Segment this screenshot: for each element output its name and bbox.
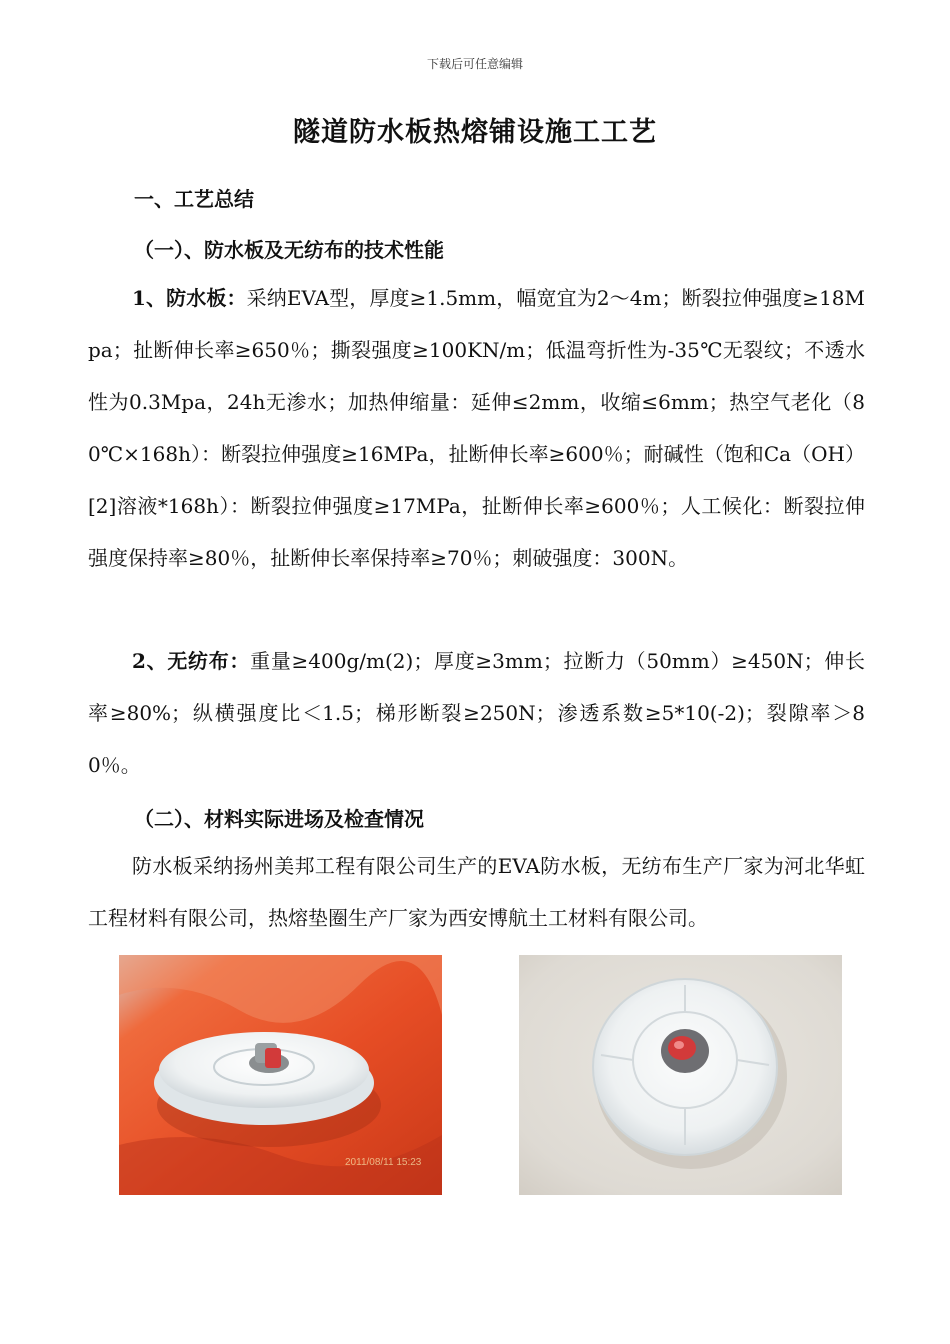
document-title: 隧道防水板热熔铺设施工工艺 xyxy=(293,117,657,148)
item-lead-waterproof-board: 1、防水板： xyxy=(132,286,247,310)
paragraph-nonwoven xyxy=(88,635,865,791)
subsection-heading-2: （二）、材料实际进场及检查情况 xyxy=(134,807,424,831)
photo-washer-on-grey-surface xyxy=(519,955,842,1195)
photo-timestamp: 2011/08/11 15:23 xyxy=(345,1157,422,1168)
item-lead-nonwoven: 2、无纺布： xyxy=(132,649,251,673)
nail-highlight xyxy=(674,1041,684,1049)
red-nail-cap xyxy=(265,1048,281,1068)
item-text-nonwoven: 重量≥400g/m(2)；厚度≥3mm；拉断力（50mm）≥450N；伸长率≥80%；纵横强度比＜1.5；梯形断裂≥250N；渗透系数≥5*10(-2)；裂隙率＞80％。 xyxy=(88,649,865,777)
subsection-heading-1: （一）、防水板及无纺布的技术性能 xyxy=(134,238,444,262)
paragraph-waterproof-board xyxy=(88,272,865,584)
section-heading-1: 一、工艺总结 xyxy=(134,187,254,211)
item-text-waterproof-board: 采纳EVA型，厚度≥1.5mm，幅宽宜为2～4m；断裂拉伸强度≥18Mpa；扯断伸长率≥650％；撕裂强度≥100KN/m；低温弯折性为-35℃无裂纹；不透水性为0.3Mpa，24h无渗水；加热伸缩量：延伸≤2mm，收缩≤6mm；热空气老化（80℃×168h）：断裂拉伸强度≥16MPa，扯断伸长率≥600％；耐碱性（饱和Ca（OH）[2]溶液*168h）：断裂拉伸强度≥17MPa，扯断伸长率≥600％；人工候化：断裂拉伸强度保持率≥80％，扯断伸长率保持率≥70％；刺破强度：300N。 xyxy=(88,286,865,570)
paragraph-materials-supply: 防水板采纳扬州美邦工程有限公司生产的EVA防水板，无纺布生产厂家为河北华虹工程材料有限公司，热熔垫圈生产厂家为西安博航土工材料有限公司。 xyxy=(88,854,865,930)
header-note: 下载后可任意编辑 xyxy=(426,57,523,71)
photo-washer-on-orange-sheet xyxy=(119,955,442,1195)
